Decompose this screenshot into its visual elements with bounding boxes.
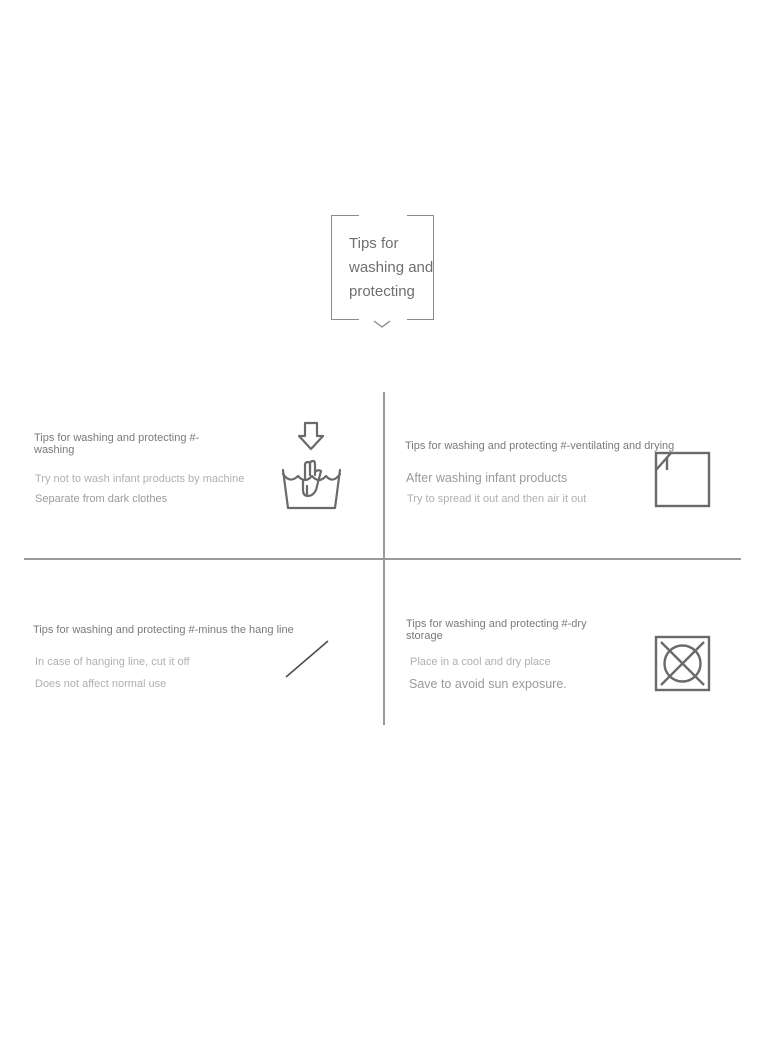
- title-frame-gap: [359, 212, 407, 219]
- drip-dry-icon: [653, 450, 713, 510]
- tip-washing-line-2: Separate from dark clothes: [35, 493, 168, 505]
- tip-hang-line-title: Tips for washing and protecting #-minus the hang line: [33, 624, 294, 636]
- tip-drying-title: Tips for washing and protecting #-ventilating and drying: [405, 440, 675, 452]
- tip-storage-line-1: Place in a cool and dry place: [410, 656, 551, 668]
- hand-wash-icon: [278, 420, 346, 514]
- tip-storage-line-2: Save to avoid sun exposure.: [409, 677, 567, 691]
- horizontal-divider: [24, 558, 741, 560]
- chevron-down-icon: [372, 318, 392, 330]
- cut-line-icon: [282, 636, 332, 682]
- tip-storage-title: Tips for washing and protecting #-dry storage: [406, 618, 587, 642]
- tip-hang-line-line-2: Does not affect normal use: [35, 678, 167, 690]
- do-not-tumble-dry-icon: [653, 634, 713, 694]
- page-title: Tips for washing and protecting: [349, 235, 434, 300]
- tip-hang-line-line-1: In case of hanging line, cut it off: [35, 656, 190, 668]
- tip-drying-line-2: Try to spread it out and then air it out: [407, 493, 587, 505]
- tip-drying-line-1: After washing infant products: [406, 471, 568, 485]
- tip-washing-title: Tips for washing and protecting #-washing: [34, 432, 200, 456]
- tip-washing-line-1: Try not to wash infant products by machine: [35, 473, 245, 485]
